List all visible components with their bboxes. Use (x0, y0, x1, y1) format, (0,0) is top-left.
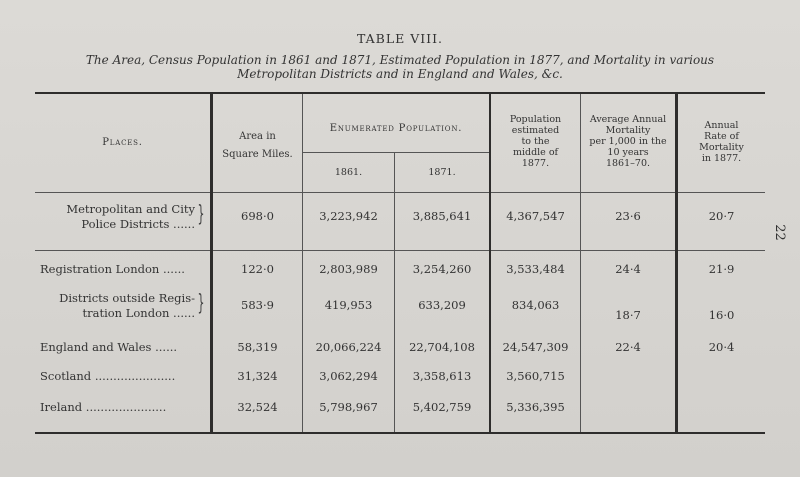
place-districts-outside (40, 291, 195, 321)
header-estimated-line5: 1877. (521, 158, 550, 169)
header-estimated-line1: Population (509, 114, 562, 125)
header-estimated (491, 114, 580, 169)
place-metropolitan (40, 202, 195, 232)
header-average-line4: 10 years (607, 147, 649, 158)
cell-est1877: 24,547,309 (502, 340, 569, 354)
header-annual-line1: Annual (704, 120, 739, 131)
header-enumerated: Enumerated Population. (329, 123, 463, 134)
header-1861: 1861. (334, 167, 363, 178)
section-rule-1 (35, 250, 765, 251)
cell-pop1861: 419,953 (324, 298, 373, 312)
cell-pop1861: 2,803,989 (319, 262, 378, 276)
header-estimated-line3: to the (521, 136, 550, 147)
place-england-wales: England and Wales ...... (40, 340, 178, 354)
header-average (581, 114, 675, 169)
cell-rate1877: 20·4 (708, 340, 735, 354)
cell-pop1861: 20,066,224 (315, 340, 382, 354)
cell-avg-mortality: 23·6 (615, 209, 641, 223)
cell-area: 31,324 (237, 369, 278, 383)
cell-rate1877: 16·0 (708, 308, 735, 322)
cell-avg-mortality: 24·4 (615, 262, 641, 276)
page-number: 22 (772, 224, 788, 241)
header-annual-line2: Rate of (704, 131, 739, 142)
subtitle-line-2: Metropolitan Districts and in England and Wales, &c. (237, 67, 563, 81)
header-1871: 1871. (428, 167, 456, 178)
cell-pop1871: 3,358,613 (412, 369, 472, 383)
cell-area: 122·0 (241, 262, 274, 276)
cell-pop1871: 3,254,260 (412, 262, 472, 276)
cell-avg-mortality: 22·4 (615, 340, 641, 354)
cell-pop1871: 5,402,759 (412, 400, 472, 414)
cell-est1877: 3,560,715 (506, 369, 565, 383)
place-line: Districts outside Regis- (59, 291, 195, 305)
table-subtitle (60, 53, 740, 81)
cell-area: 58,319 (237, 340, 278, 354)
cell-pop1871: 22,704,108 (409, 340, 475, 354)
header-area (213, 128, 302, 164)
col-divider-1861 (394, 153, 395, 432)
header-average-line5: 1861–70. (605, 158, 651, 169)
header-area-line2: Square Miles. (222, 149, 293, 160)
cell-pop1871: 633,209 (418, 298, 466, 312)
header-estimated-line4: middle of (512, 147, 559, 158)
cell-area: 32,524 (237, 400, 278, 414)
cell-rate1877: 20·7 (708, 209, 735, 223)
bottom-rule (35, 432, 765, 434)
place-ireland: Ireland ...................... (40, 400, 167, 414)
table-title: TABLE VIII. (356, 31, 444, 46)
brace-symbol: } (197, 202, 205, 227)
header-average-line1: Average Annual (589, 114, 667, 125)
place-scotland: Scotland ...................... (40, 369, 176, 383)
cell-pop1861: 3,062,294 (319, 369, 378, 383)
header-annual (678, 120, 765, 164)
header-area-line1: Area in (239, 131, 276, 142)
cell-est1877: 3,533,484 (506, 262, 565, 276)
header-annual-line3: Mortality (699, 142, 744, 153)
header-places: Places. (102, 137, 143, 148)
cell-pop1861: 5,798,967 (319, 400, 378, 414)
cell-pop1861: 3,223,942 (319, 209, 378, 223)
header-estimated-line2: estimated (511, 125, 560, 136)
cell-est1877: 834,063 (511, 298, 560, 312)
place-line: Metropolitan and City (66, 202, 195, 216)
header-average-line2: Mortality (605, 125, 651, 136)
brace-symbol: } (197, 291, 205, 316)
place-registration-london: Registration London ...... (40, 262, 185, 276)
top-rule (35, 92, 765, 94)
subtitle-line-1: The Area, Census Population in 1861 and 1871, Estimated Population in 1877, and Mortality in various (85, 53, 715, 67)
cell-area: 583·9 (241, 298, 274, 312)
cell-pop1871: 3,885,641 (412, 209, 472, 223)
cell-est1877: 5,336,395 (506, 400, 565, 414)
place-line: Police Districts ...... (81, 217, 195, 231)
header-annual-line4: in 1877. (701, 153, 742, 164)
cell-est1877: 4,367,547 (506, 209, 565, 223)
enumerated-underline (303, 152, 490, 153)
header-average-line3: per 1,000 in the (589, 136, 667, 147)
cell-avg-mortality: 18·7 (615, 308, 641, 322)
place-line: tration London ...... (82, 306, 195, 320)
cell-rate1877: 21·9 (708, 262, 735, 276)
header-bottom-rule (35, 192, 765, 193)
cell-area: 698·0 (241, 209, 274, 223)
